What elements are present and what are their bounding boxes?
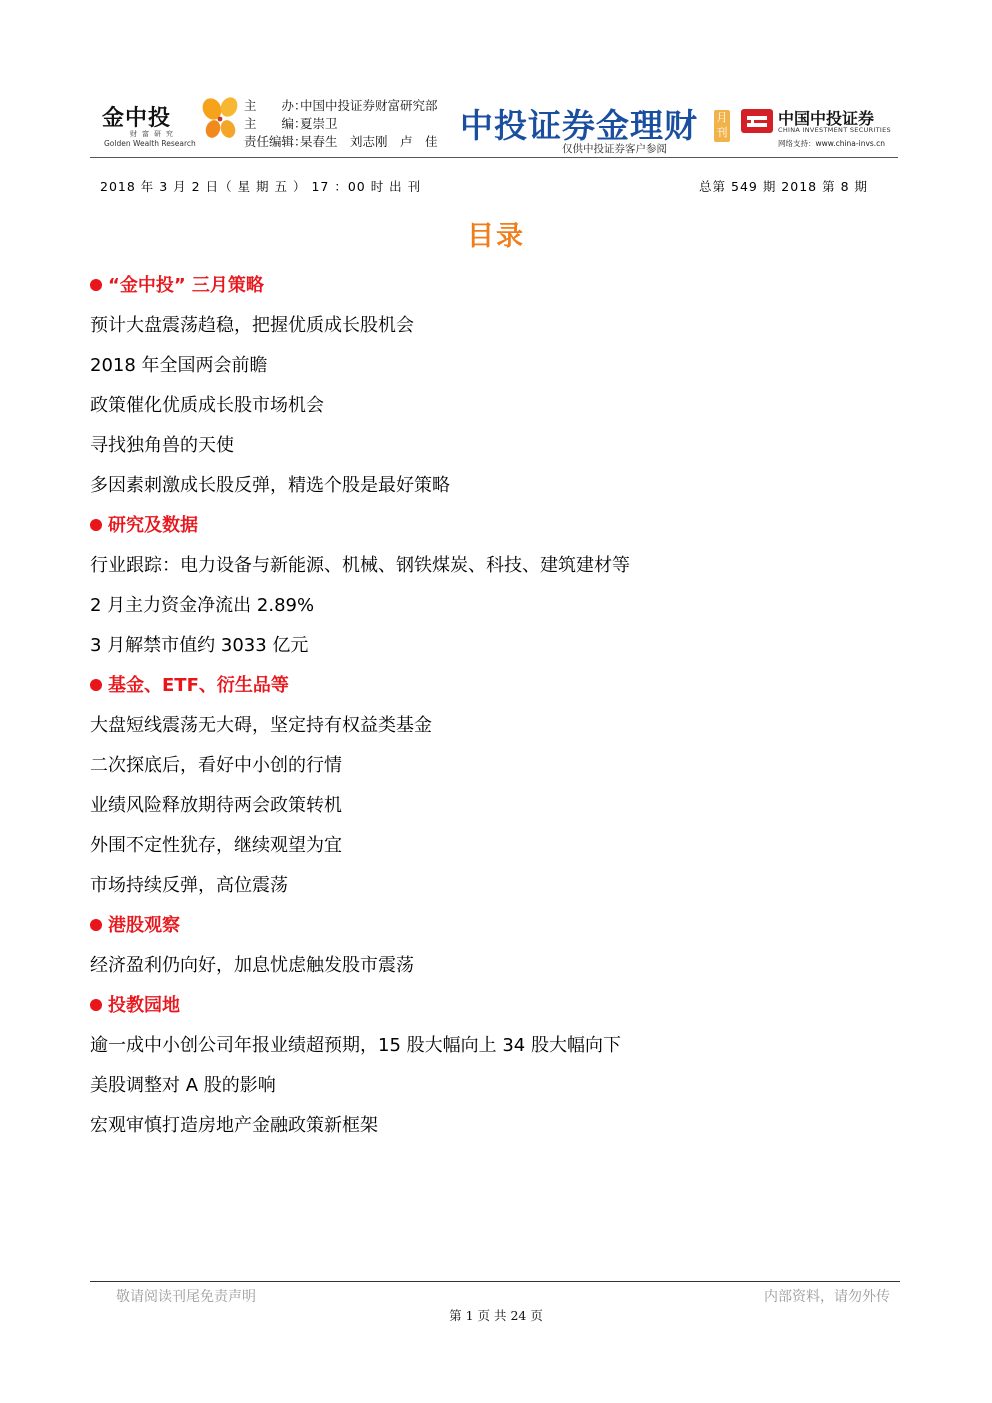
toc-item: 多因素刺激成长股反弹，精选个股是最好策略	[90, 475, 450, 496]
cis-website: 网络支持：www.china-invs.cn	[778, 139, 886, 148]
toc-item: 政策催化优质成长股市场机会	[90, 395, 324, 416]
toc-item: 业绩风险释放期待两会政策转机	[90, 795, 342, 816]
toc-item: 逾一成中小创公司年报业绩超预期，15 股大幅向上 34 股大幅向下	[90, 1035, 621, 1056]
header-divider	[90, 157, 898, 158]
masthead-key: 责任编辑：	[244, 134, 307, 149]
toc-item: 经济盈利仍向好，加息忧虑触发股市震荡	[90, 955, 414, 976]
section-heading	[90, 266, 910, 306]
toc-item: 行业跟踪：电力设备与新能源、机械、钢铁煤炭、科技、建筑建材等	[90, 555, 630, 576]
toc-item: 2018 年全国两会前瞻	[90, 355, 268, 376]
masthead-value: 杲春生 刘志刚 卢 佳	[300, 134, 438, 149]
section-heading	[90, 906, 910, 946]
section-title: 基金、ETF、衍生品等	[108, 675, 289, 696]
toc-title: 目录	[467, 221, 525, 252]
disclaimer-note: 敬请阅读刊尾免责声明	[116, 1289, 256, 1305]
toc-list	[90, 266, 910, 1146]
masthead-key: 主 编：	[244, 116, 307, 131]
cis-logo-cn: 中国中投证券	[778, 109, 875, 128]
logo-sub-text: 财富研究	[130, 130, 178, 138]
toc-item: 二次探底后，看好中小创的行情	[90, 755, 342, 776]
monthly-badge: 月刊	[714, 110, 730, 142]
bullet-icon	[90, 519, 102, 531]
toc-item: 大盘短线震荡无大碍，坚定持有权益类基金	[90, 715, 432, 736]
cis-mark-icon	[740, 106, 774, 136]
publication-title: 中投证券金理财	[460, 106, 698, 145]
logo-brand-text: 金中投	[102, 106, 172, 131]
masthead-info	[244, 97, 438, 151]
china-investment-securities-logo	[740, 106, 900, 152]
masthead-value: 夏崇卫	[300, 116, 338, 131]
cis-logo-en: CHINA INVESTMENT SECURITIES	[778, 126, 891, 134]
masthead-key: 主 办：	[244, 98, 307, 113]
butterfly-icon	[200, 95, 240, 145]
toc-item: 预计大盘震荡趋稳，把握优质成长股机会	[90, 315, 414, 336]
toc-item: 3 月解禁市值约 3033 亿元	[90, 635, 309, 656]
footer-divider	[90, 1281, 900, 1282]
bullet-icon	[90, 919, 102, 931]
bullet-icon	[90, 679, 102, 691]
issue-date: 2018 年 3 月 2 日（ 星 期 五 ） 17 ：00 时 出 刊	[100, 179, 422, 194]
toc-item: 寻找独角兽的天使	[90, 435, 234, 456]
bullet-icon	[90, 279, 102, 291]
toc-item: 外围不定性犹存，继续观望为宜	[90, 835, 342, 856]
issue-number: 总第 549 期 2018 第 8 期	[699, 179, 868, 194]
section-heading	[90, 506, 910, 546]
masthead-row	[244, 97, 438, 115]
section-title: “金中投” 三月策略	[108, 275, 264, 296]
section-title: 研究及数据	[108, 515, 198, 536]
toc-item: 市场持续反弹，高位震荡	[90, 875, 288, 896]
toc-item: 2 月主力资金净流出 2.89%	[90, 595, 315, 616]
toc-item: 美股调整对 A 股的影响	[90, 1075, 276, 1096]
section-title: 投教园地	[108, 995, 180, 1016]
logo-en-text: Golden Wealth Research	[104, 139, 196, 148]
section-title: 港股观察	[108, 915, 180, 936]
page-number: 第 1 页 共 24 页	[449, 1308, 543, 1323]
masthead-row	[244, 115, 438, 133]
internal-note: 内部资料，请勿外传	[764, 1289, 890, 1305]
masthead-row	[244, 133, 438, 151]
bullet-icon	[90, 999, 102, 1011]
toc-item: 宏观审慎打造房地产金融政策新框架	[90, 1115, 378, 1136]
section-heading	[90, 986, 910, 1026]
golden-wealth-logo	[100, 95, 240, 155]
masthead-value: 中国中投证券财富研究部	[300, 98, 438, 113]
publication-subtitle: 仅供中投证券客户参阅	[562, 143, 667, 155]
section-heading	[90, 666, 910, 706]
